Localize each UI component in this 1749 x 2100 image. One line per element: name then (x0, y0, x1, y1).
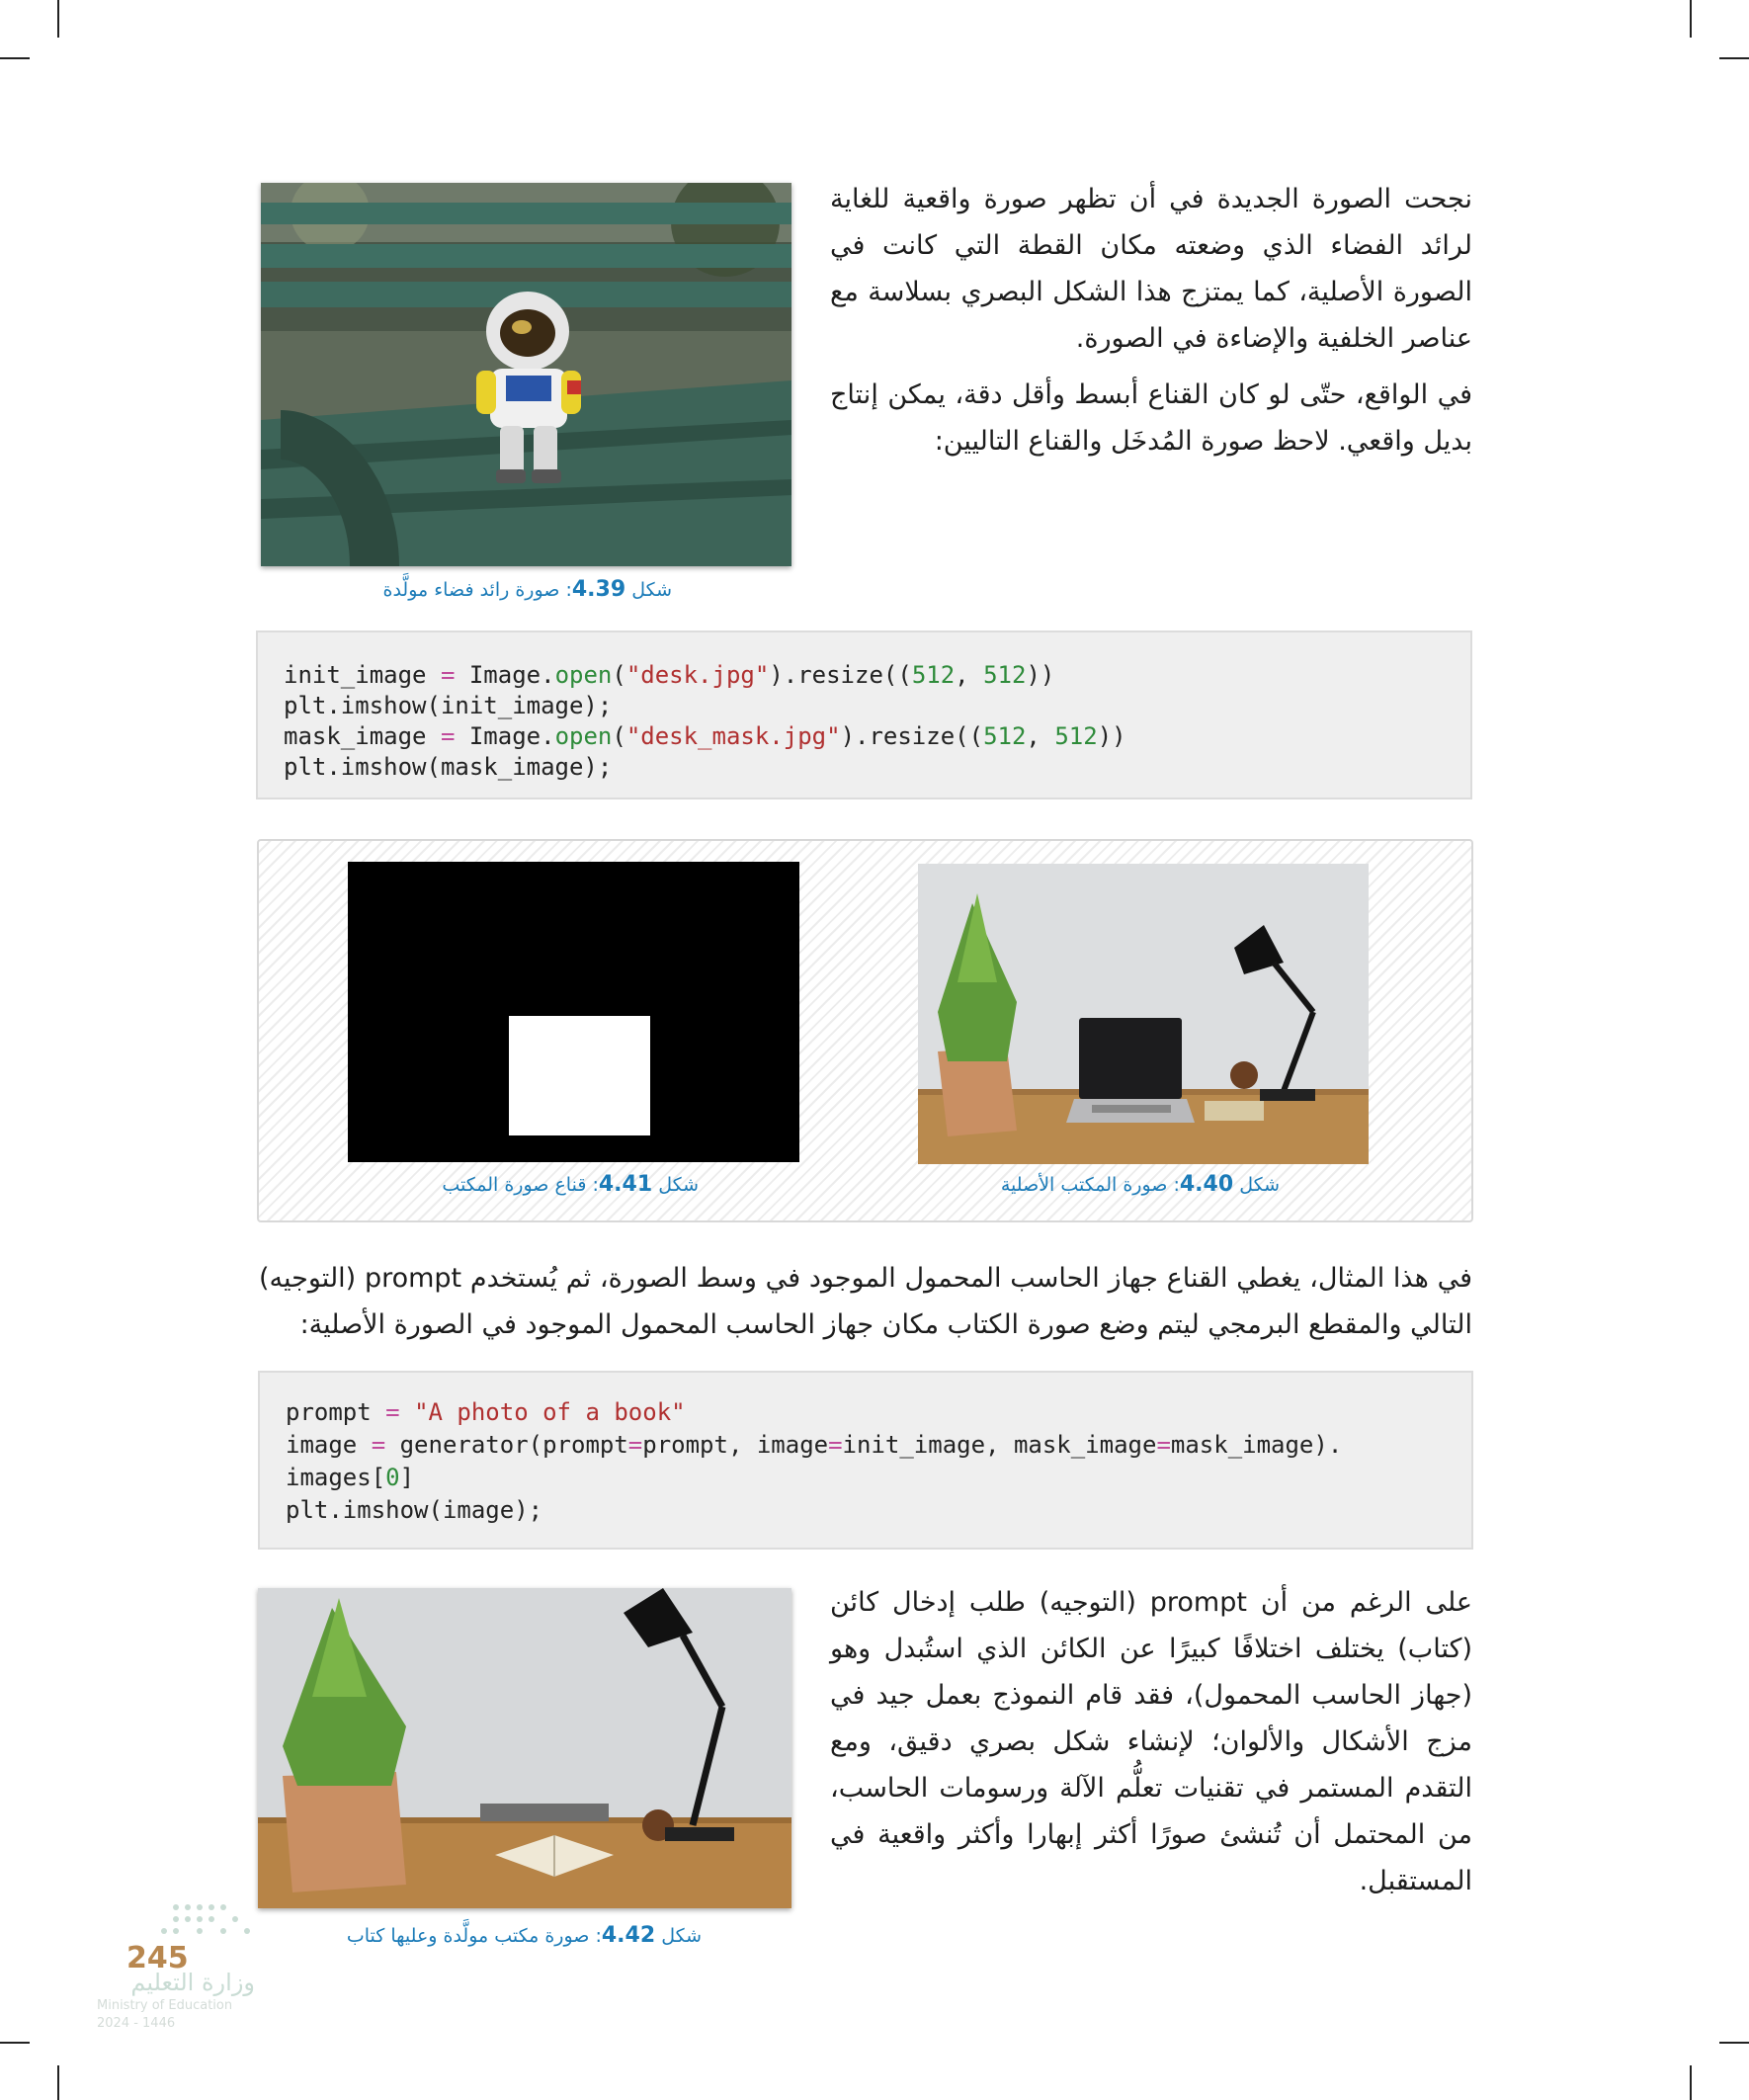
caption-label: شكل (658, 1174, 699, 1196)
figure-4-41-caption (442, 1172, 699, 1197)
caption-text: : صورة رائد فضاء مولَّدة (382, 579, 572, 601)
ministry-logo (97, 1899, 324, 2038)
code-block-2 (258, 1371, 1473, 1550)
caption-label: شكل (1239, 1174, 1280, 1196)
ministry-arabic-name: وزارة التعليم (130, 1969, 255, 1996)
astronaut-photo (261, 183, 791, 566)
caption-label: شكل (661, 1925, 702, 1947)
middle-paragraph: في هذا المثال، يغطي القناع جهاز الحاسب المحمول الموجود في وسط الصورة، ثم يُستخدم prompt (التوجيه) التالي والمقطع البرمجي ليتم وضع صورة الكتاب مكان جهاز الحاسب المحمول الموجود في الصورة الأصلية: (259, 1263, 1472, 1340)
figure-4-39-caption (383, 577, 673, 602)
generated-desk-book-photo (258, 1588, 791, 1908)
caption-number: 4.41 (598, 1172, 653, 1197)
code-block-1 (256, 630, 1472, 799)
caption-number: 4.39 (571, 577, 626, 602)
code-line: plt.imshow(mask_image); (284, 753, 613, 781)
caption-text: : قناع صورة المكتب (442, 1174, 599, 1196)
outro-paragraph: على الرغم من أن prompt (التوجيه) طلب إدخال كائن (كتاب) يختلف اختلافًا كبيرًا عن الكائن الذي استُبدل وهو (جهاز الحاسب المحمول)، فقد قام النموذج بعمل جيد في مزج الأشكال والألوان؛ لإنشاء شكل بصري دقيق، ومع التقدم المستمر في تقنيات تعلُّم الآلة ورسومات الحاسب، من المحتمل أن تُنشئ صورًا أكثر إبهارا وأكثر واقعية في المستقبل. (830, 1587, 1472, 1896)
figure-4-42-caption (347, 1923, 702, 1948)
code-line: plt.imshow(image); (286, 1496, 543, 1524)
crop-mark (1719, 2042, 1749, 2044)
ministry-year: 2024 - 1446 (97, 2016, 176, 2031)
code-line: image = generator(prompt=prompt, image=init_image, mask_image=mask_image). (286, 1431, 1343, 1459)
figure-4-40-caption (1001, 1172, 1280, 1197)
caption-number: 4.42 (601, 1923, 656, 1948)
code-line: plt.imshow(init_image); (284, 692, 613, 719)
middle-text (259, 1255, 1472, 1358)
caption-text: : صورة المكتب الأصلية (1000, 1174, 1180, 1196)
crop-mark (1690, 0, 1692, 38)
caption-text: : صورة مكتب مولَّدة وعليها كتاب (346, 1925, 602, 1947)
code-line: images[0] (286, 1464, 415, 1491)
crop-mark (57, 2065, 59, 2100)
crop-mark (1719, 57, 1749, 59)
intro-paragraph-2: في الواقع، حتّى لو كان القناع أبسط وأقل دقة، يمكن إنتاج بديل واقعي. لاحظ صورة المُدخَل والقناع التاليين: (830, 379, 1472, 457)
crop-mark (57, 0, 59, 38)
crop-mark (0, 2042, 30, 2044)
intro-text (830, 176, 1472, 474)
crop-mark (1690, 2065, 1692, 2100)
desk-original-photo (918, 864, 1369, 1164)
code-line: prompt = "A photo of a book" (286, 1398, 686, 1426)
mask-white-square (509, 1016, 650, 1135)
ministry-english-name: Ministry of Education (97, 1998, 233, 2013)
intro-paragraph-1: نجحت الصورة الجديدة في أن تظهر صورة واقعية للغاية لرائد الفضاء الذي وضعته مكان القطة التي كانت في الصورة الأصلية، كما يمتزج هذا الشكل البصري بسلاسة مع عناصر الخلفية والإضاءة في الصورة. (830, 184, 1472, 354)
code-line: mask_image = Image.open("desk_mask.jpg").resize((512, 512)) (284, 722, 1126, 750)
code-line: init_image = Image.open("desk.jpg").resize((512, 512)) (284, 661, 1055, 689)
outro-text (830, 1579, 1472, 1914)
caption-label: شكل (631, 579, 672, 601)
mask-image (348, 862, 799, 1162)
page-number: 245 (126, 1941, 189, 1975)
crop-mark (0, 57, 30, 59)
caption-number: 4.40 (1179, 1172, 1234, 1197)
